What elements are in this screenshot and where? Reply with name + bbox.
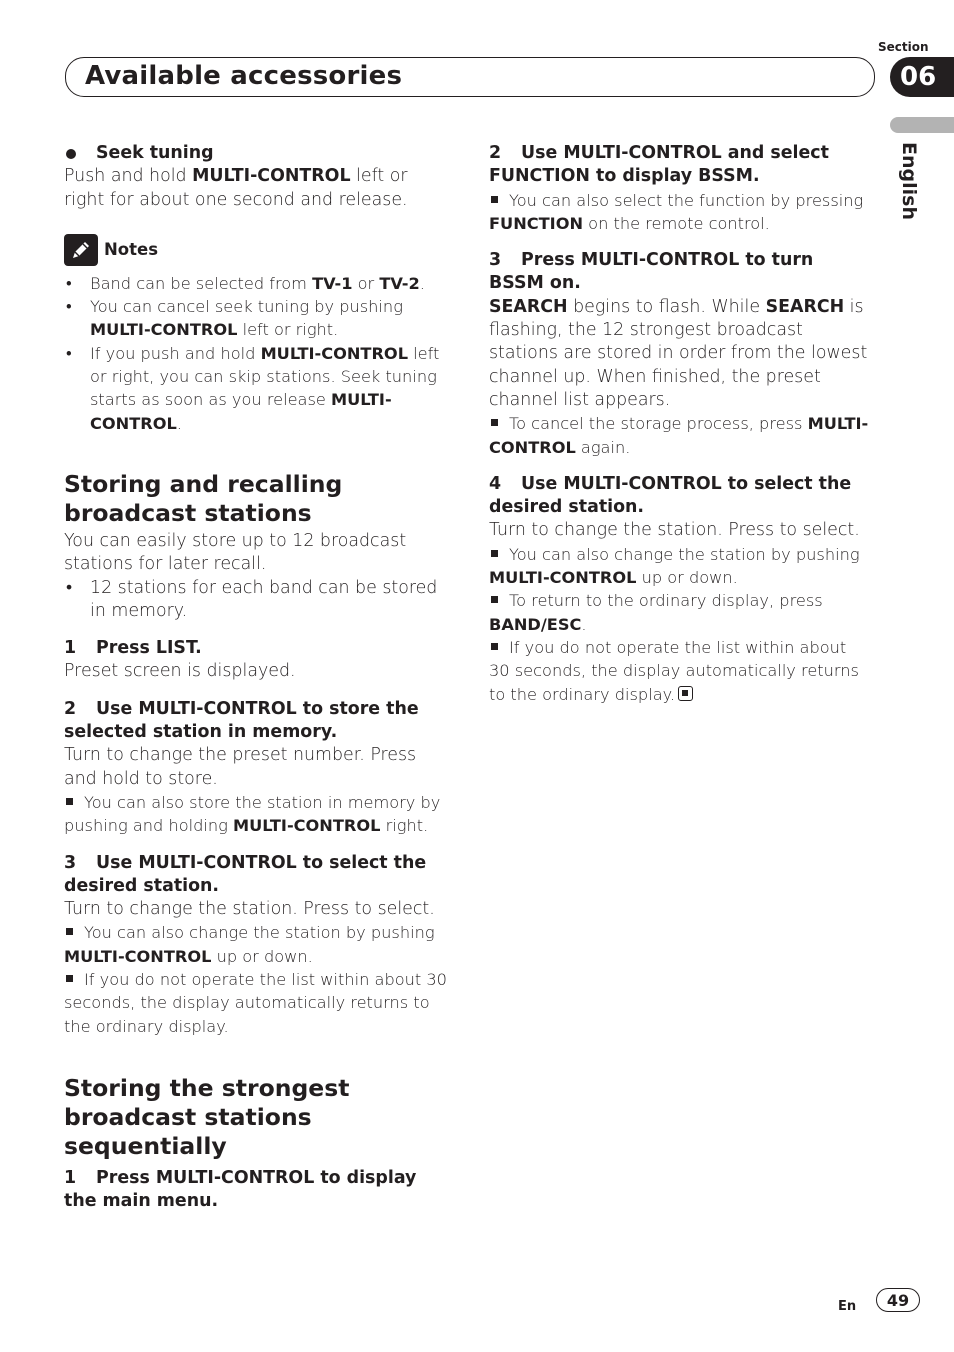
storing-step-2: 2 Use MULTI-CONTROL to store the selected station in memory. [64,698,419,743]
storing-heading: Storing and recalling broadcast stations [64,469,343,527]
storing-step-1: 1 Press LIST. [64,638,202,659]
section-number-badge: 06 [890,57,954,97]
square-bullet-icon [66,798,73,805]
square-bullet-icon [491,596,498,603]
list-item: • Band can be selected from TV-1 or TV-2. [66,273,425,293]
bssm-step-4-note-3: If you do not operate the list within about 30 seconds, the display automatically returns to the ordinary display. [489,637,859,704]
bullet-dot-icon [66,149,76,159]
bssm-step-4: 4 Use MULTI-CONTROL to select the desired station. [489,473,852,518]
square-bullet-icon [491,550,498,557]
storing-bullets [64,577,452,624]
language-label: English [898,142,920,220]
pencil-icon [64,234,98,266]
square-bullet-icon [491,419,498,426]
seek-tuning-heading: Seek tuning [64,142,452,165]
bssm-step-3: 3 Press MULTI-CONTROL to turn BSSM on. [489,250,814,294]
seek-tuning-text: Push and hold MULTI-CONTROL left or right for about one second and release. [64,166,408,210]
left-column [64,142,452,1214]
notes-list [64,272,452,435]
storing-step-3-text: Turn to change the station. Press to select. [64,899,435,920]
page-number: 49 [876,1288,920,1312]
bssm-step-3-note: To cancel the storage process, press MULTI-CONTROL again. [489,414,869,457]
footer-language: En [838,1299,857,1314]
section-label: Section [878,40,929,54]
storing-step-3: 3 Use MULTI-CONTROL to select the desired station. [64,852,427,896]
page-title: Available accessories [85,61,403,91]
storing-step-3-note-2: If you do not operate the list within about 30 seconds, the display automatically returns to the ordinary display. [64,970,447,1036]
square-bullet-icon [491,196,498,203]
notes-header [64,234,452,266]
bssm-step-4-note-2: To return to the ordinary display, press BAND/ESC. [489,591,823,634]
square-bullet-icon [66,975,73,982]
end-mark-icon [678,686,693,701]
right-column [489,142,869,706]
bssm-step-2-note: You can also select the function by pressing FUNCTION on the remote control. [489,190,864,233]
storing-step-2-text: Turn to change the preset number. Press and hold to store. [64,745,417,789]
storing-step-1-text: Preset screen is displayed. [64,661,296,682]
title-bar [65,57,875,97]
storing-intro: You can easily store up to 12 broadcast stations for later recall. [64,530,407,575]
bssm-step-2: 2 Use MULTI-CONTROL and select FUNCTION to display BSSM. [489,143,829,187]
square-bullet-icon [66,928,73,935]
bssm-step-4-note-1: You can also change the station by pushing MULTI-CONTROL up or down. [489,544,860,588]
strongest-step-1: 1 Press MULTI-CONTROL to display the main menu. [64,1167,417,1212]
storing-step-2-note: You can also store the station in memory by pushing and holding MULTI-CONTROL right. [64,792,441,836]
language-tab [890,117,954,133]
list-item: • If you push and hold MULTI-CONTROL left or right, you can skip stations. Seek tuning starts as soon as you release MULTI-CONTROL. [66,343,440,433]
list-item: • 12 stations for each band can be stored in memory. [66,577,438,621]
storing-step-3-note-1: You can also change the station by pushing MULTI-CONTROL up or down. [64,923,435,966]
bssm-step-3-text: SEARCH begins to flash. While SEARCH is flashing, the 12 strongest broadcast stations are stored in order from the lowest channel up. When finished, the preset channel list appears. [489,296,868,410]
list-item: • You can cancel seek tuning by pushing MULTI-CONTROL left or right. [66,297,403,340]
strongest-heading: Storing the strongest broadcast stations sequentially [64,1073,350,1160]
notes-label: Notes [104,240,159,260]
bssm-step-4-text: Turn to change the station. Press to select. [489,520,860,541]
square-bullet-icon [491,643,498,650]
